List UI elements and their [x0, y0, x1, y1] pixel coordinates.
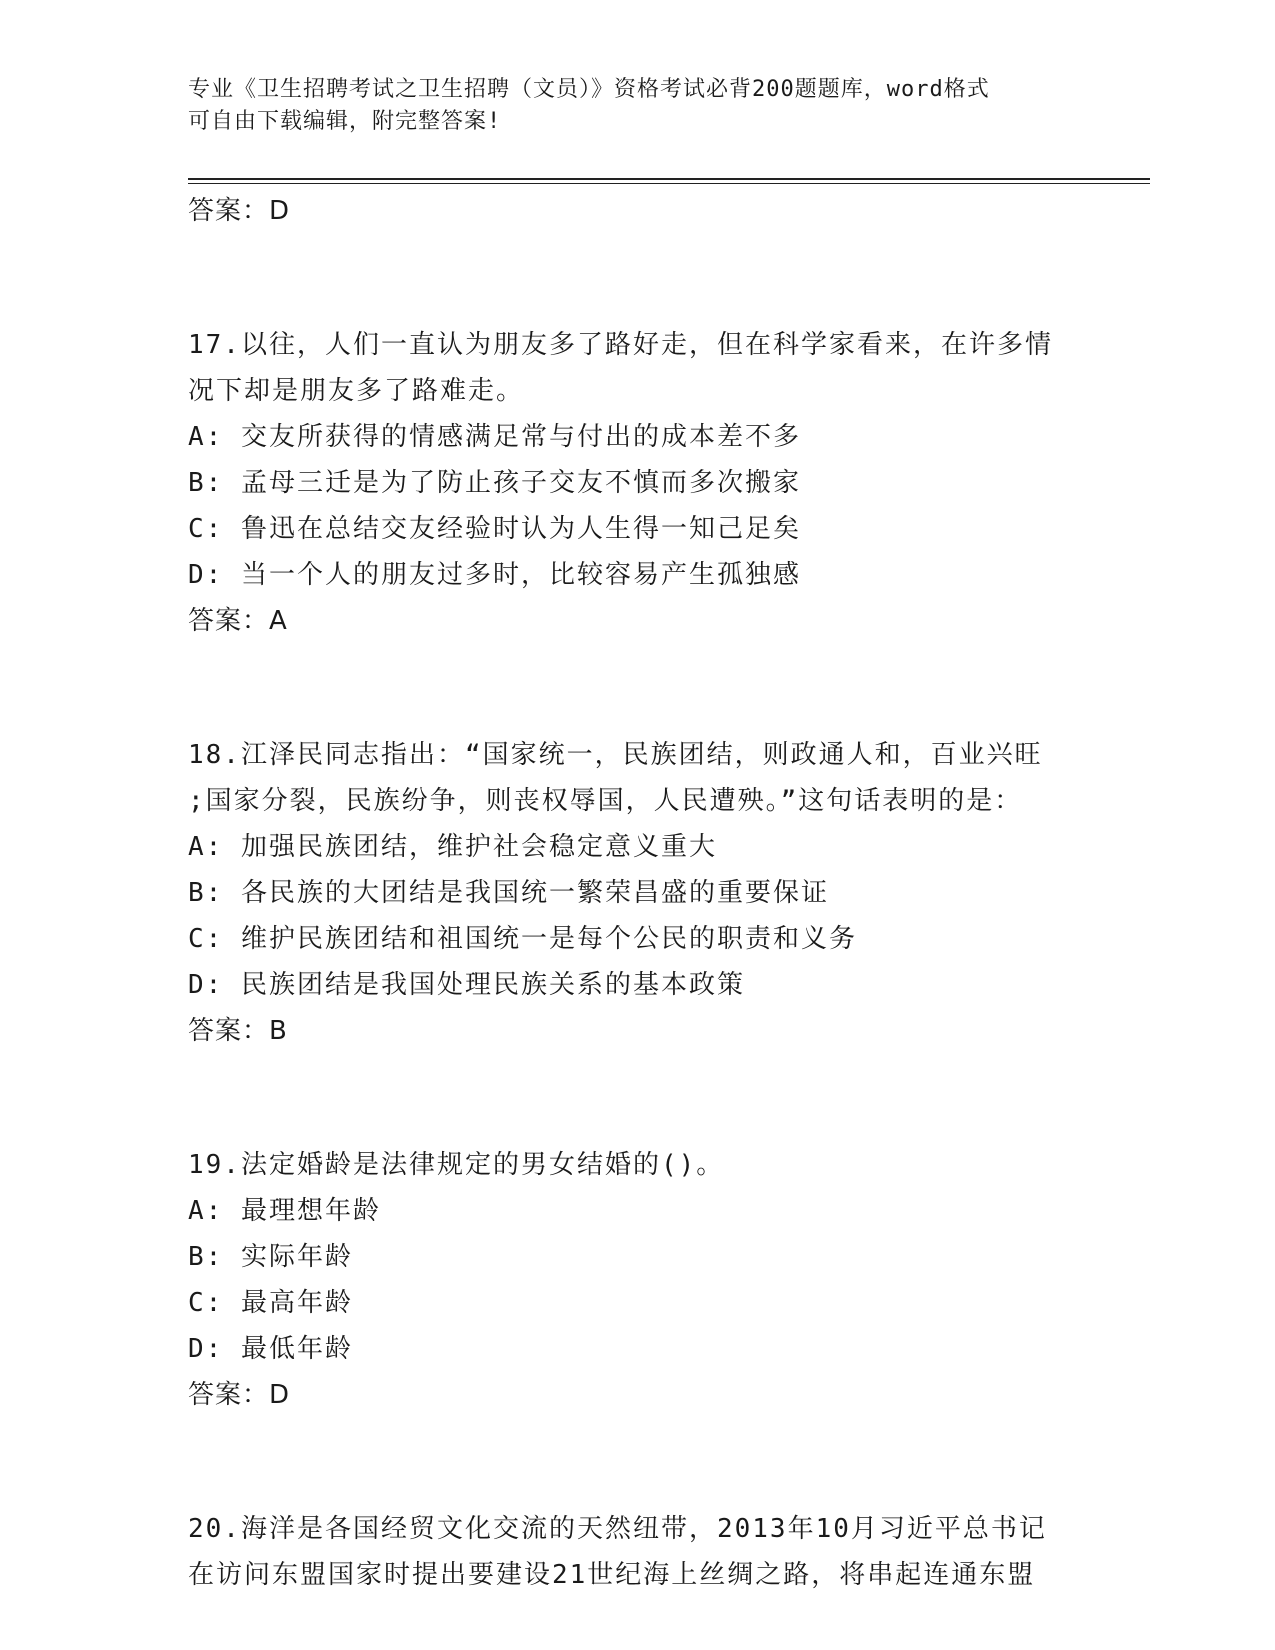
header-line-1: 专业《卫生招聘考试之卫生招聘（文员）》资格考试必背200题题库，word格式	[188, 77, 990, 102]
question-stem-line: ;国家分裂，民族纷争，则丧权辱国，人民遭殃。”这句话表明的是：	[188, 786, 1023, 816]
option-c: C: 最高年龄	[188, 1288, 353, 1318]
option-a: A: 交友所获得的情感满足常与付出的成本差不多	[188, 422, 801, 452]
option-d: D: 当一个人的朋友过多时，比较容易产生孤独感	[188, 560, 801, 590]
spacer	[188, 644, 1088, 732]
option-b: B: 实际年龄	[188, 1242, 353, 1272]
question-stem-line: 19.法定婚龄是法律规定的男女结婚的()。	[188, 1150, 725, 1180]
header-line-2: 可自由下载编辑，附完整答案!	[188, 109, 502, 134]
question-18	[188, 732, 1088, 1054]
option-b: B: 孟母三迁是为了防止孩子交友不慎而多次搬家	[188, 468, 801, 498]
answer-line: 答案：D	[188, 196, 291, 226]
answer-line: 答案：D	[188, 1380, 291, 1410]
option-d: D: 民族团结是我国处理民族关系的基本政策	[188, 970, 745, 1000]
question-20	[188, 1506, 1088, 1598]
question-17	[188, 322, 1088, 644]
answer-line: 答案：A	[188, 606, 288, 636]
option-c: C: 鲁迅在总结交友经验时认为人生得一知己足矣	[188, 514, 801, 544]
spacer	[188, 1054, 1088, 1142]
option-b: B: 各民族的大团结是我国统一繁荣昌盛的重要保证	[188, 878, 829, 908]
question-19	[188, 1142, 1088, 1418]
question-stem-line: 况下却是朋友多了路难走。	[188, 376, 525, 406]
header-rule-thin	[188, 183, 1150, 184]
document-header	[188, 74, 1068, 138]
question-stem-line: 18.江泽民同志指出：“国家统一，民族团结，则政通人和，百业兴旺	[188, 740, 1043, 770]
question-stem-line: 17.以往，人们一直认为朋友多了路好走，但在科学家看来，在许多情	[188, 330, 1053, 360]
answer-line: 答案：B	[188, 1016, 288, 1046]
document-body	[188, 188, 1088, 1598]
question-stem-line: 在访问东盟国家时提出要建设21世纪海上丝绸之路，将串起连通东盟	[188, 1560, 1036, 1590]
spacer	[188, 234, 1088, 322]
option-d: D: 最低年龄	[188, 1334, 353, 1364]
option-c: C: 维护民族团结和祖国统一是每个公民的职责和义务	[188, 924, 857, 954]
spacer	[188, 1418, 1088, 1506]
option-a: A: 最理想年龄	[188, 1196, 381, 1226]
question-stem-line: 20.海洋是各国经贸文化交流的天然纽带，2013年10月习近平总书记	[188, 1514, 1047, 1544]
header-rule-thick	[188, 178, 1150, 180]
option-a: A: 加强民族团结，维护社会稳定意义重大	[188, 832, 717, 862]
